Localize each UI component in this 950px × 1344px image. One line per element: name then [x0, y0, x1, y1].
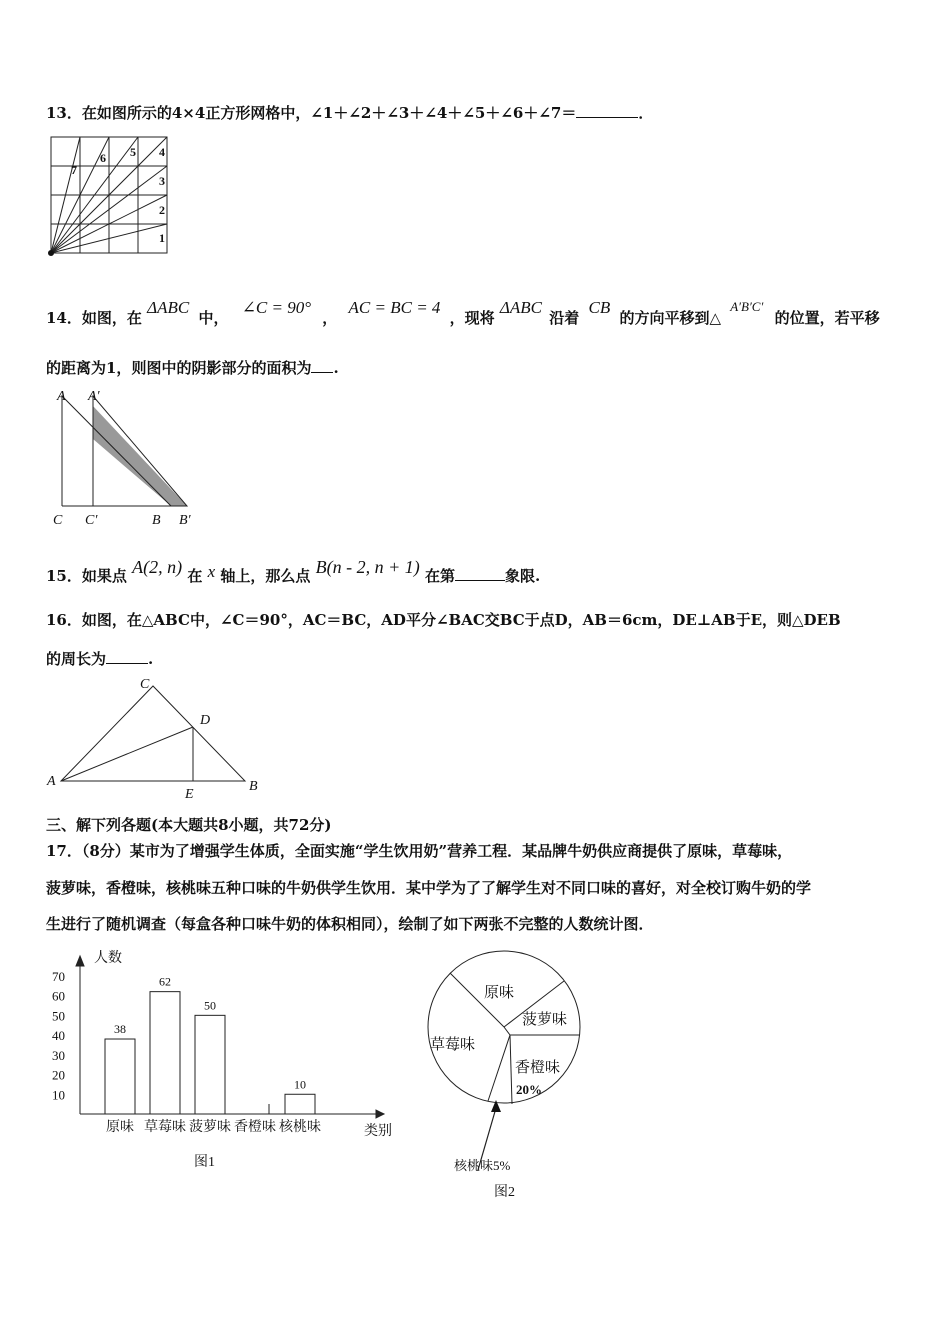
pie-annotation-hetao: 核桃味5% [454, 1158, 511, 1173]
bar-value-label: 10 [294, 1077, 306, 1092]
label-D-q16: D [200, 713, 211, 728]
bar-ytick-label: 10 [52, 1087, 65, 1103]
section-3-title: 三、解下列各题(本大题共8小题，共72分) [46, 816, 332, 834]
grid-angle-7: 7 [71, 163, 77, 177]
q16-line2-text: 的周长为 [46, 650, 107, 668]
bar-ytick-label: 40 [52, 1028, 65, 1044]
bar-value-label: 50 [204, 998, 216, 1013]
q15-math-A: A(2, n) [132, 557, 183, 577]
bar-0 [105, 1039, 135, 1114]
pie-annotation-xiangcheng: 20% [516, 1082, 542, 1097]
q14-math-sides: AC = BC = 4 [348, 298, 441, 317]
q14-math-triangle-2: ΔABC [499, 298, 542, 317]
q14-t6: 的方向平移到△ [619, 309, 721, 327]
bar-ytick-label: 20 [52, 1067, 65, 1083]
q17-line1: 17．（8分）某市为了增强学生体质，全面实施“学生饮用奶”营养工程．某品牌牛奶供应商提供了原味，草莓味， [46, 842, 793, 860]
label-B-prime: B′ [179, 513, 191, 528]
q15-t4: 在第 [424, 567, 455, 585]
q15-t1: 15．如果点 [46, 567, 127, 585]
bar-category-label: 原味 [106, 1120, 134, 1135]
bar-ytick-label: 50 [52, 1008, 65, 1024]
grid-angle-2: 2 [159, 203, 165, 217]
q14-math-triangle: ΔABC [147, 298, 190, 317]
q15-t5: 象限. [504, 567, 541, 585]
bar-ylabel: 人数 [94, 951, 122, 966]
q14-t3: ， [322, 309, 338, 327]
bar-x-arrow [376, 1110, 384, 1118]
pie-divider-xiangcheng-hetao [510, 1035, 512, 1104]
grid-angle-1: 1 [159, 231, 165, 245]
pie-label-xiangcheng: 香橙味 [515, 1060, 561, 1076]
q17-line3: 生进行了随机调查（每盒各种口味牛奶的体积相同），绘制了如下两张不完整的人数统计图． [46, 915, 654, 933]
q15-t2: 在 [187, 567, 203, 585]
q14-t2: 中， [198, 309, 229, 327]
pie-title: 图2 [494, 1185, 515, 1200]
q16-blank [106, 649, 148, 664]
bar-ytick-label: 70 [52, 968, 65, 984]
q14-end: . [333, 359, 339, 377]
bar-y-arrow [76, 956, 84, 966]
q14-math-cb: CB [588, 298, 611, 317]
bar-1 [150, 992, 180, 1114]
label-C: C [53, 513, 63, 528]
q14-t7: 的位置，若平移 [774, 309, 880, 327]
q15-line [46, 557, 541, 589]
q15-math-B: B(n - 2, n + 1) [315, 557, 420, 577]
shaded-region [93, 406, 187, 506]
q17-line2: 菠萝味，香橙味，核桃味五种口味的牛奶供学生饮用．某中学为了了解学生对不同口味的喜好，对全校订购牛奶的学 [46, 879, 812, 897]
label-B-q16: B [249, 779, 258, 794]
bar-category-label: 香橙味 [234, 1120, 276, 1135]
q14-line1 [46, 298, 880, 332]
grid-angle-5: 5 [130, 145, 136, 159]
grid-angle-4: 4 [159, 145, 165, 159]
label-A-prime: A′ [88, 389, 100, 404]
q15-t3: 轴上，那么点 [220, 567, 311, 585]
grid-angle-6: 6 [100, 151, 106, 165]
bar-xlabel: 类别 [364, 1124, 392, 1139]
q16-line1-text: 16．如图，在△ABC中，∠C＝90°，AC＝BC，AD平分∠BAC交BC于点D，AB＝6cm，DE⊥AB于E，则△DEB [46, 611, 841, 629]
label-C-prime: C′ [85, 513, 98, 528]
q13-line [46, 103, 653, 123]
q13-end: ． [638, 104, 654, 122]
pie-chart-figure [418, 948, 598, 1208]
bar-category-label: 草莓味 [144, 1120, 186, 1135]
q13-grid-figure [46, 132, 176, 260]
bar-ytick-label: 60 [52, 988, 65, 1004]
q14-blank [311, 358, 333, 373]
bar-2 [195, 1015, 225, 1114]
bar-value-label: 38 [114, 1022, 126, 1037]
label-A-q16: A [47, 774, 56, 789]
label-A: A [57, 389, 66, 404]
q14-t5: 沿着 [549, 309, 580, 327]
pie-label-caomei: 草莓味 [430, 1037, 476, 1053]
bar-chart-figure [46, 946, 406, 1176]
q16-line2 [46, 649, 153, 669]
bar-category-label: 菠萝味 [189, 1120, 231, 1135]
q13-text: 13．在如图所示的4×4正方形网格中，∠1＋∠2＋∠3＋∠4＋∠5＋∠6＋∠7＝ [46, 104, 577, 122]
q15-blank [455, 566, 505, 581]
q14-math-angle: ∠C = 90° [241, 298, 312, 317]
pie-label-yuanwei: 原味 [484, 985, 515, 1001]
bar-ytick-label: 30 [52, 1047, 65, 1063]
q14-line2-text: 的距离为1，则图中的阴影部分的面积为 [46, 359, 312, 377]
label-B: B [152, 513, 161, 528]
pie-divider-boluo-xiangcheng [504, 1027, 510, 1035]
bar-value-label: 62 [159, 974, 171, 989]
q14-line2 [46, 358, 339, 378]
q13-blank [576, 103, 638, 118]
label-C-q16: C [140, 677, 150, 692]
q16-triangle-figure [44, 674, 264, 802]
pie-divider-hetao-caomei [488, 1035, 510, 1101]
bar-category-label: 核桃味 [279, 1120, 321, 1135]
q16-end: . [148, 650, 154, 668]
bar-4 [285, 1094, 315, 1114]
label-E-q16: E [185, 787, 194, 802]
q15-math-x: x [207, 562, 216, 581]
q16-line1 [46, 610, 841, 630]
q14-t1: 14．如图，在 [46, 309, 142, 327]
pie-label-boluo: 菠萝味 [522, 1012, 568, 1028]
bar-title: 图1 [194, 1155, 215, 1170]
q14-math-prime: A′B′C′ [730, 299, 764, 314]
q14-t4: ，现将 [449, 309, 495, 327]
q14-translation-figure [46, 385, 206, 533]
grid-angle-3: 3 [159, 174, 165, 188]
